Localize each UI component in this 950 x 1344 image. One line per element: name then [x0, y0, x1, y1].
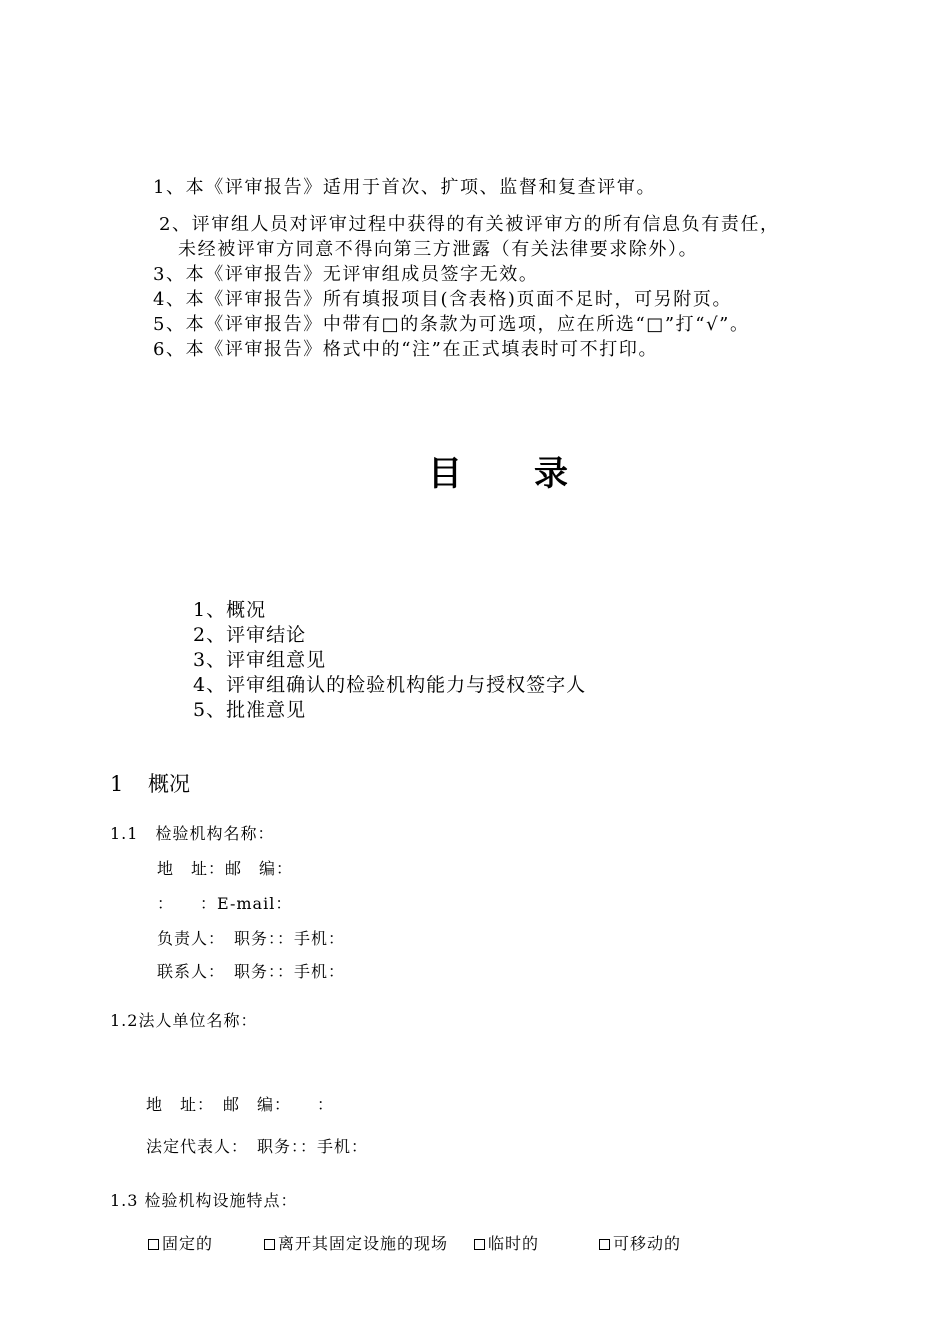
section-title: 概况 — [148, 772, 190, 796]
checkbox-icon[interactable] — [148, 1239, 159, 1250]
toc-item-approval[interactable]: 5、批准意见 — [193, 699, 307, 721]
facility-options — [148, 1236, 748, 1258]
facility-option-fixed[interactable] — [148, 1236, 213, 1252]
note-3: 3、本《评审报告》无评审组成员签字无效。 — [153, 264, 539, 285]
contact-person-field: 联系人： 职务：：手机： — [157, 962, 346, 981]
legal-entity-address-field: 地 址： 邮 编： ： — [146, 1095, 335, 1114]
inspection-body-email-field: ： ：E-mail： — [157, 894, 293, 913]
responsible-person-field: 负责人： 职务：：手机： — [157, 929, 346, 948]
inspection-body-address-field: 地 址：邮 编： — [157, 859, 294, 878]
toc-item-team-opinion[interactable]: 3、评审组意见 — [193, 649, 327, 671]
facility-option-offsite[interactable] — [264, 1236, 448, 1252]
toc-title — [428, 454, 568, 494]
note-4: 4、本《评审报告》所有填报项目(含表格)页面不足时，可另附页。 — [153, 289, 733, 310]
facility-option-label: 可移动的 — [613, 1234, 682, 1253]
note-6: 6、本《评审报告》格式中的“注”在正式填表时可不打印。 — [153, 339, 659, 360]
checkbox-icon[interactable] — [264, 1239, 275, 1250]
legal-representative-field: 法定代表人： 职务：：手机： — [146, 1137, 369, 1156]
checkbox-icon[interactable] — [599, 1239, 610, 1250]
note-5: 5、本《评审报告》中带有□的条款为可选项，应在所选“□”打“√”。 — [153, 314, 750, 335]
section-heading — [110, 774, 190, 795]
section-number: 1 — [110, 772, 124, 796]
toc-item-capability[interactable]: 4、评审组确认的检验机构能力与授权签字人 — [193, 674, 587, 696]
toc-title-left: 目 — [428, 454, 462, 494]
facility-option-label: 临时的 — [488, 1234, 540, 1253]
facility-option-label: 固定的 — [162, 1234, 214, 1253]
toc-title-right: 录 — [534, 454, 568, 494]
note-2-continued: 未经被评审方同意不得向第三方泄露（有关法律要求除外）。 — [178, 239, 699, 260]
legal-entity-name-label: 1.2法人单位名称： — [110, 1011, 258, 1030]
facility-option-mobile[interactable] — [599, 1236, 681, 1252]
facility-features-label: 1.3 检验机构设施特点： — [110, 1191, 298, 1210]
note-1: 1、本《评审报告》适用于首次、扩项、监督和复查评审。 — [153, 177, 657, 198]
note-2: 2、评审组人员对评审过程中获得的有关被评审方的所有信息负有责任， — [159, 214, 780, 235]
checkbox-icon[interactable] — [474, 1239, 485, 1250]
facility-option-temporary[interactable] — [474, 1236, 539, 1252]
toc-item-overview[interactable]: 1、概况 — [193, 599, 267, 621]
inspection-body-name-label: 1.1 检验机构名称： — [110, 824, 275, 843]
facility-option-label: 离开其固定设施的现场 — [278, 1234, 449, 1253]
toc-item-conclusion[interactable]: 2、评审结论 — [193, 624, 307, 646]
